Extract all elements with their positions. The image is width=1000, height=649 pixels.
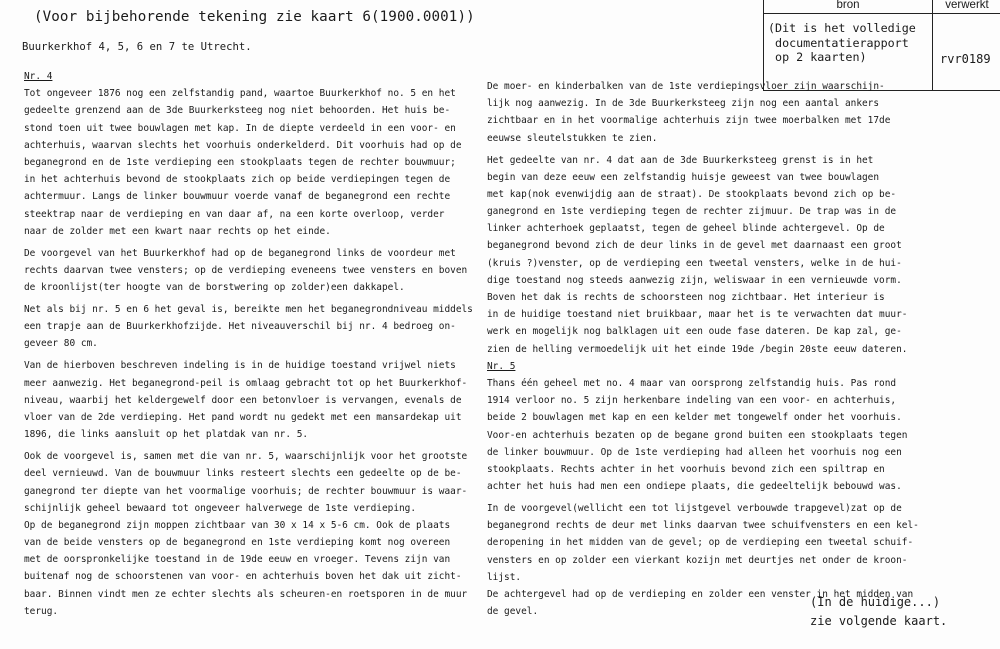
- text-line: niveau, waarbij het keldergewelf door een betonvloer is vervangen, evenals de: [24, 394, 462, 406]
- text-line: steektrap naar de verdieping en van daar af, na een korte overloop, verder: [24, 208, 445, 220]
- text-line: lijk nog aanwezig. In de 3de Buurkerksteeg zijn nog een aantal ankers: [487, 98, 880, 110]
- text-line: beganegrond rechts de deur met links daarvan twee schuifvensters en een kel-: [487, 520, 919, 532]
- text-line: terug.: [24, 605, 59, 617]
- stamp-verwerkt-value: rvr0189: [940, 52, 991, 66]
- text-line: rechts daarvan twee vensters; op de verdieping eveneens twee vensters en boven: [24, 264, 468, 276]
- text-line: de gevel.: [487, 606, 539, 618]
- section-heading: Nr. 5: [487, 360, 516, 372]
- text-line: in het achterhuis bevond de stookplaats zich op beide verdiepingen tegen de: [24, 174, 451, 186]
- text-line: met de oorspronkelijke toestand in de 19de eeuw en vroeger. Tevens zijn van: [24, 554, 451, 566]
- address-line: Buurkerkhof 4, 5, 6 en 7 te Utrecht.: [22, 41, 252, 53]
- text-line: achtermuur. Langs de linker bouwmuur voerde vanaf de beganegrond een rechte: [24, 191, 451, 203]
- text-line: linker achterhoek geplaatst, tegen de geheel blinde achtergevel. Op de: [487, 223, 885, 235]
- text-line: dige toestand nog steeds aanwezig zijn, weliswaar in een vernieuwde vorm.: [487, 274, 902, 286]
- text-line: Op de beganegrond zijn moppen zichtbaar van 30 x 14 x 5-6 cm. Ook de plaats: [24, 519, 451, 531]
- text-line: achter het huis had men een ondiepe plaats, die gedeeltelijk bebouwd was.: [487, 481, 902, 493]
- right-text-column: [487, 78, 927, 620]
- text-line: 1914 verloor no. 5 zijn herkenbare indeling van een voor- en achterhuis,: [487, 395, 897, 407]
- text-line: Het gedeelte van nr. 4 dat aan de 3de Buurkerksteeg grenst is in het: [487, 154, 874, 166]
- text-line: Tot ongeveer 1876 nog een zelfstandig pand, waartoe Buurkerkhof no. 5 en het: [24, 88, 456, 100]
- text-line: stookplaats. Rechts achter in het voorhuis bevond zich een spiltrap en: [487, 463, 885, 475]
- text-line: De moer- en kinderbalken van de 1ste verdiepingsvloer zijn waarschijn-: [487, 81, 885, 92]
- text-line: In de voorgevel(wellicht een tot lijstgevel verbouwde trapgevel)zat op de: [487, 503, 902, 515]
- stamp-row-divider: [764, 13, 1000, 14]
- text-line: Net als bij nr. 5 en 6 het geval is, bereikte men het beganegrondniveau middels: [24, 304, 473, 316]
- stamp-bron-note: (Dit is het volledige documentatierapport op 2 kaarten): [768, 21, 916, 64]
- text-line: begin van deze eeuw een zelfstandig huisje geweest van twee bouwlagen: [487, 171, 880, 183]
- text-line: zien de helling vermoedelijk uit het einde 19de /begin 20ste eeuw dateren.: [487, 343, 908, 355]
- text-line: werk en mogelijk nog balklagen uit een oude fase dateren. De kap zal, ge-: [487, 326, 902, 338]
- text-line: De voorgevel van het Buurkerkhof had op de beganegrond links de voordeur met: [24, 247, 456, 259]
- text-line: beganegrond bevond zich de deur links in de gevel met daarnaast een groot: [487, 240, 902, 252]
- text-line: Ook de voorgevel is, samen met die van nr. 5, waarschijnlijk voor het grootste: [24, 451, 468, 463]
- text-line: achterhuis, waarvan slechts het voorhuis onderkelderd. Dit voorhuis had op de: [24, 139, 462, 151]
- continuation-note: (In de huidige...) zie volgende kaart.: [810, 595, 948, 628]
- text-line: een trapje aan de Buurkerkhofzijde. Het niveauverschil bij nr. 4 bedroeg on-: [24, 321, 456, 333]
- text-line: schijnlijk geheel bewaard tot ongeveer halverwege de 1ste verdieping.: [24, 502, 417, 514]
- text-line: eeuwse sleutelstukken te zien.: [487, 132, 658, 144]
- text-line: lijst.: [487, 571, 522, 583]
- text-line: vensters en op zolder een vierkant kozijn met deurtjes net onder de kroon-: [487, 554, 908, 566]
- text-line: Boven het dak is rechts de schoorsteen nog zichtbaar. Het interieur is: [487, 292, 885, 304]
- text-line: vloer van de 2de verdieping. Het pand wordt nu gedekt met een mansardekap uit: [24, 411, 462, 423]
- text-line: met kap(nok evenwijdig aan de straat). De stookplaats bevond zich op be-: [487, 188, 897, 200]
- text-line: deel vernieuwd. Van de bouwmuur links resteert slechts een gedeelte op de be-: [24, 468, 462, 480]
- drawing-reference: (Voor bijbehorende tekening zie kaart 6(1900.0001)): [34, 9, 475, 25]
- text-line: de kroonlijst(ter hoogte van de borstwering op zolder)een dakkapel.: [24, 282, 405, 294]
- stamp-header-verwerkt: verwerkt: [945, 0, 989, 11]
- text-line: naar de zolder met een kwart naar rechts op het einde.: [24, 225, 331, 237]
- text-line: ganegrond ter diepte van het voormalige voorhuis; de rechter bouwmuur is waar-: [24, 485, 468, 497]
- text-line: beganegrond en de 1ste verdieping een stookplaats tegen de rechter bouwmuur;: [24, 156, 456, 168]
- left-text-column: [24, 68, 480, 620]
- text-line: stond toen uit twee bouwlagen met kap. In de diepte verdeeld in een voor- en: [24, 122, 456, 134]
- text-line: zichtbaar en in het voormalige achterhuis zijn twee moerbalken met 17de: [487, 115, 891, 127]
- text-line: meer aanwezig. Het beganegrond-peil is omlaag gebracht tot op het Buurkerkhof-: [24, 377, 468, 389]
- text-line: de linker bouwmuur. Op de 1ste verdieping had alleen het voorhuis nog een: [487, 446, 902, 458]
- text-line: Van de hierboven beschreven indeling is in de huidige toestand vrijwel niets: [24, 360, 456, 372]
- text-line: beide 2 bouwlagen met kap en een kelder met tongewelf onder het voorhuis.: [487, 412, 902, 424]
- text-line: baar. Binnen vindt men ze echter slechts als scheuren-en roetsporen in de muur: [24, 588, 468, 600]
- text-line: De achtergevel had op de verdieping en zolder een venster in het midden van: [487, 589, 914, 601]
- text-line: ganegrond en 1ste verdieping tegen de rechter zijmuur. De trap was in de: [487, 206, 897, 218]
- text-line: (kruis ?)venster, op de verdieping een tweetal vensters, welke in de hui-: [487, 257, 902, 269]
- text-line: buitenaf nog de schoorstenen van voor- en achterhuis boven het dak uit zicht-: [24, 571, 462, 583]
- text-line: van de beide vensters op de beganegrond en 1ste verdieping komt nog overeen: [24, 537, 451, 549]
- stamp-header-bron: bron: [836, 0, 860, 11]
- text-line: deropening in het midden van de gevel; op de verdieping een tweetal schuif-: [487, 537, 914, 549]
- text-line: in de huidige toestand niet bruikbaar, maar het is te verwachten dat muur-: [487, 309, 908, 321]
- text-line: geveer 80 cm.: [24, 338, 98, 350]
- text-line: gedeelte grenzend aan de 3de Buurkerksteeg nog niet behoorden. Het huis be-: [24, 105, 451, 117]
- section-heading: Nr. 4: [24, 71, 53, 82]
- text-line: Thans één geheel met no. 4 maar van oorsprong zelfstandig huis. Pas rond: [487, 377, 897, 389]
- text-line: 1896, die links aansluit op het platdak van nr. 5.: [24, 429, 309, 441]
- text-line: Voor-en achterhuis bezaten op de begane grond buiten een stookplaats tegen: [487, 429, 908, 441]
